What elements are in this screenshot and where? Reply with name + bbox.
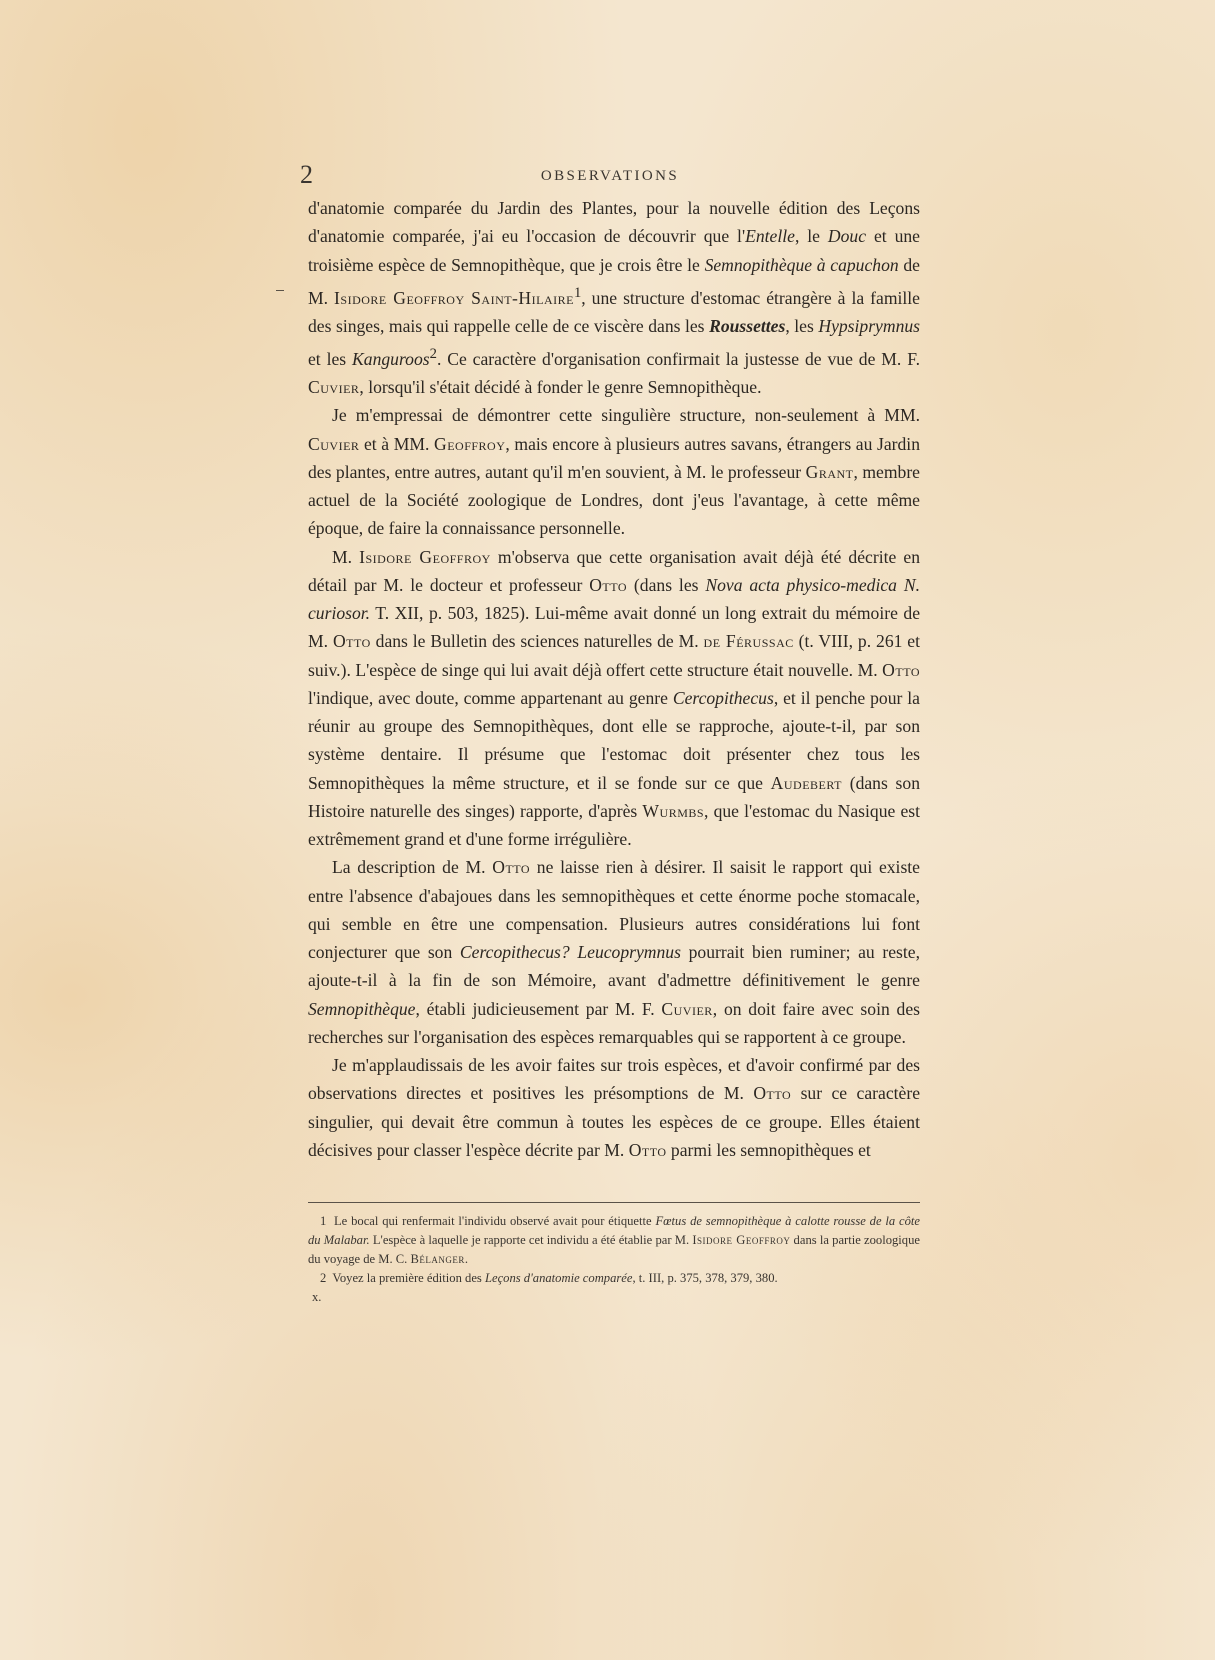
text-run: dans le Bulletin des sciences naturelles de M. xyxy=(370,631,704,652)
author-name: Isidore Geoffroy Saint-Hilaire xyxy=(334,287,574,308)
author-name: Otto xyxy=(589,574,628,595)
text-run: ne laisse rien à désirer. Il saisit le rapport qui existe entre l'absence d'abajoues dans les semnopithèques et cette énorme poche stomacale, qui semble en être une compensation. Plusieurs autres considérations lui font conjecturer que son xyxy=(308,857,920,963)
text-run: , et il penche pour la réunir au groupe des Semnopithèques, dont elle se rapproche, ajoute-t-il, par son système dentaire. Il présume que l'estomac doit présenter chez tous les Semnopithèques la même structure, et il se fonde sur ce que xyxy=(308,687,920,793)
author-name: Audebert xyxy=(770,772,842,793)
italic-term: Kanguroos xyxy=(352,348,430,369)
text-run: (dans les xyxy=(627,574,706,595)
footnotes xyxy=(308,1212,920,1307)
paragraph-3 xyxy=(308,543,920,854)
italic-term: Semnopithèque xyxy=(308,998,416,1019)
italic-term: Fœtus de semnopithèque à calotte rousse de la côte du Malabar. xyxy=(308,1214,920,1247)
paragraph-1 xyxy=(308,194,920,401)
text-run: m'observa que cette organisation avait déjà été décrite en détail par M. le docteur et professeur xyxy=(308,546,920,595)
italic-term: Semnopithèque à capuchon xyxy=(704,254,899,275)
author-name: Otto xyxy=(753,1083,792,1104)
text-run: Voyez la première édition des xyxy=(332,1271,485,1285)
italic-term: Leçons d'anatomie comparée xyxy=(484,1271,633,1285)
text-run: de M. xyxy=(308,254,920,308)
author-name: Otto xyxy=(882,659,920,680)
author-name: Otto xyxy=(628,1139,667,1160)
paragraph-2 xyxy=(308,401,920,542)
page-number: 2 xyxy=(300,160,313,189)
footnote-divider xyxy=(308,1202,920,1203)
text-run: M. xyxy=(332,546,360,567)
text-run: , le xyxy=(794,226,828,247)
text-run: , les xyxy=(785,315,819,336)
paragraph-4 xyxy=(308,853,920,1051)
text-run: , lorsqu'il s'était décidé à fonder le genre Semnopithèque. xyxy=(359,377,762,398)
footnote-number: 1 xyxy=(320,1214,327,1228)
author-name: Bélanger xyxy=(410,1252,465,1266)
author-name: Grant xyxy=(805,461,854,482)
text-run: , membre actuel de la Société zoologique de Londres, dont j'eus l'avantage, à cette même époque, de faire la connaissance personnelle. xyxy=(308,461,920,539)
author-name: Otto xyxy=(492,857,531,878)
text-run: pourrait bien ruminer; au reste, ajoute-t-il à la fin de son Mémoire, avant d'admettre définitivement le genre xyxy=(308,942,920,991)
text-run: , que l'estomac du Nasique est extrêmement grand et d'une forme irrégulière. xyxy=(308,800,920,850)
italic-term: Roussettes xyxy=(709,315,786,336)
author-name: Isidore Geoffroy xyxy=(359,546,491,567)
italic-term: Cercopithecus xyxy=(672,687,774,708)
footnote-number: 2 xyxy=(320,1271,327,1285)
text-run: (t. VIII, p. 261 et suiv.). L'espèce de singe qui lui avait déjà offert cette structure était nouvelle. M. xyxy=(308,631,920,680)
text-run: . Ce caractère d'organisation confirmait la justesse de vue de M. F. xyxy=(436,348,920,369)
italic-term: Entelle xyxy=(745,226,795,247)
text-run: Je m'applaudissais de les avoir faites sur trois espèces, et d'avoir confirmé par des observations directes et positives les présomptions de M. xyxy=(308,1055,920,1104)
text-run: parmi les semnopithèques et xyxy=(666,1139,871,1160)
author-name: Wurmbs xyxy=(642,800,705,821)
text-run: , on doit faire avec soin des recherches sur l'organisation des espèces remarquables qui se rapportent à ce groupe. xyxy=(308,998,920,1047)
italic-term: Hypsiprymnus xyxy=(818,315,921,336)
text-run: L'espèce à laquelle je rapporte cet individu a été établie par M. xyxy=(369,1233,693,1247)
text-run: sur ce caractère singulier, qui devait être commun à toutes les espèces de ce groupe. Elles étaient décisives pour classer l'espèce décrite par M. xyxy=(308,1083,921,1160)
text-run: . xyxy=(464,1252,469,1266)
text-run: , établi judicieusement par M. F. xyxy=(415,998,662,1019)
running-head: OBSERVATIONS xyxy=(540,168,680,184)
signature-mark: x. xyxy=(312,1290,322,1304)
text-run: La description de M. xyxy=(332,857,493,878)
page-header xyxy=(300,160,920,189)
paragraph-5 xyxy=(308,1051,920,1164)
margin-mark xyxy=(276,290,284,291)
text-run: l'indique, avec doute, comme appartenant au genre xyxy=(308,687,673,708)
text-run: , mais encore à plusieurs autres savans, étrangers au Jardin des plantes, entre autres, autant qu'il m'en souvient, à M. le professeur xyxy=(308,433,920,482)
text-run: , une structure d'estomac étrangère à la famille des singes, mais qui rappelle celle de ce viscère dans les xyxy=(308,287,920,336)
author-name: Isidore Geoffroy xyxy=(692,1233,791,1247)
footnote-ref: 1 xyxy=(573,284,582,301)
author-name: Otto xyxy=(332,631,371,652)
author-name: Cuvier xyxy=(308,433,360,454)
italic-term: Douc xyxy=(827,226,867,247)
body-text xyxy=(308,194,920,1164)
footnote-ref: 2 xyxy=(429,346,437,363)
author-name: Geoffroy xyxy=(434,433,506,454)
text-run: , t. III, p. 375, 378, 379, 380. xyxy=(632,1271,778,1285)
text-run: Le bocal qui renfermait l'individu observé avait pour étiquette xyxy=(333,1214,656,1228)
footnote-2 xyxy=(308,1269,920,1288)
author-name: Cuvier xyxy=(308,377,360,398)
italic-term: Cercopithecus? Leucoprymnus xyxy=(459,942,681,963)
footnote-1 xyxy=(308,1212,920,1269)
italic-term: Nova acta physico-medica N. curiosor. xyxy=(308,574,920,624)
text-run: Je m'empressai de démontrer cette singulière structure, non-seulement à MM. xyxy=(332,405,920,426)
text-run: et les xyxy=(308,348,353,369)
text-run: (dans son Histoire naturelle des singes) rapporte, d'après xyxy=(308,772,920,821)
author-name: Cuvier xyxy=(661,998,713,1019)
text-run: T. XII, p. 503, 1825). Lui-même avait donné un long extrait du mémoire de M. xyxy=(308,603,920,652)
author-name: de Férussac xyxy=(703,631,794,652)
text-run: dans la partie zoologique du voyage de M. C. xyxy=(308,1233,920,1266)
text-run: et à MM. xyxy=(359,433,434,454)
text-run: et une troisième espèce de Semnopithèque, que je crois être le xyxy=(308,226,920,275)
text-run: d'anatomie comparée du Jardin des Plantes, pour la nouvelle édition des Leçons d'anatomie comparée, j'ai eu l'occasion de découvrir que l' xyxy=(308,198,920,247)
